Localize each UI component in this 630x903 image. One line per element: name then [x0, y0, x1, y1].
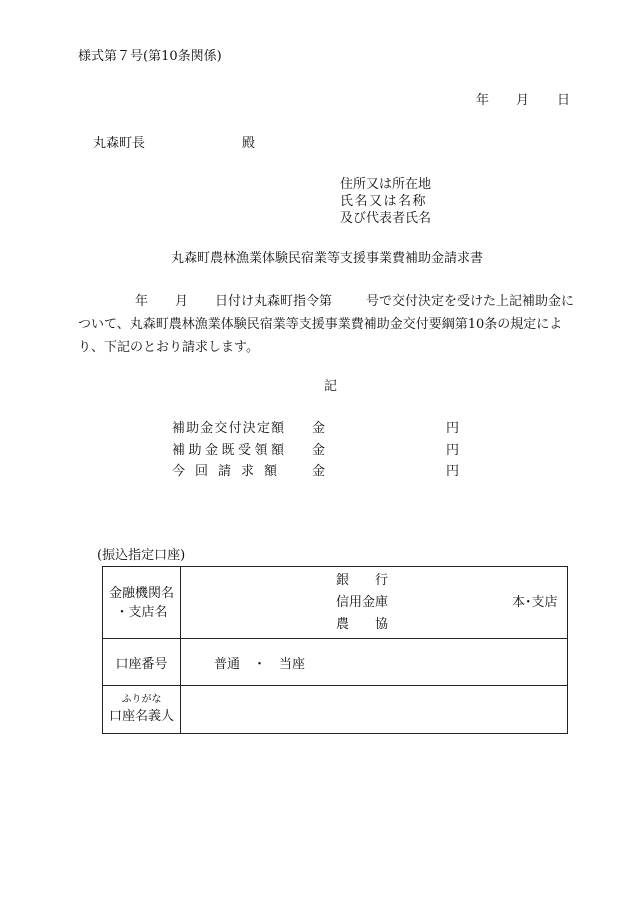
bank-label-line2: ・支店名: [115, 604, 168, 620]
table-row: [103, 567, 568, 639]
ki-marker: 記: [324, 379, 338, 394]
table-row: [103, 686, 568, 734]
amount-kin: 金: [312, 443, 326, 458]
bank-option-shinkin: 信用金庫: [336, 595, 389, 610]
date-year: 年: [476, 93, 490, 108]
body-line2: ついて、丸森町農林漁業体験民宿業等支援事業費補助金交付要綱第10条の規定によ: [78, 317, 563, 332]
table-row: [103, 639, 568, 686]
account-number-label: 口座番号: [103, 639, 181, 686]
date-month: 月: [516, 93, 530, 108]
amount-kin: 金: [312, 421, 326, 436]
amount-label: 補助金既受領額: [172, 443, 284, 458]
date-day: 日: [557, 93, 571, 108]
amount-kin: 金: [312, 464, 326, 479]
amount-label: 補助金交付決定額: [172, 421, 284, 436]
bank-option-nokyo: 農 協: [336, 617, 389, 632]
bank-name-cell: [181, 567, 568, 639]
furigana-label: ふりがな: [121, 693, 162, 705]
holder-name-cell: [181, 686, 568, 734]
transfer-account-table: [102, 566, 568, 734]
amount-label: 今回請求額: [172, 464, 288, 479]
body-year: 年: [135, 294, 149, 309]
amount-yen: 円: [446, 443, 460, 458]
document-title: 丸森町農林漁業体験民宿業等支援事業費補助金請求書: [171, 251, 484, 266]
body-line3: り、下記のとおり請求します。: [78, 340, 259, 355]
amount-yen: 円: [446, 421, 460, 436]
addressee-name: 丸森町長: [93, 136, 146, 151]
account-number-cell: [181, 639, 568, 686]
bank-label-line1: 金融機関名: [108, 585, 174, 601]
body-line1-mid: 日付け丸森町指令第: [215, 294, 333, 309]
representative-label: 及び代表者氏名: [340, 211, 432, 226]
transfer-heading: (振込指定口座): [97, 548, 186, 563]
branch-label: 本･支店: [512, 595, 558, 610]
form-number: 様式第７号(第10条関係): [78, 49, 222, 64]
amount-yen: 円: [446, 464, 460, 479]
body-month: 月: [175, 294, 189, 309]
body-line1-tail: 号で交付決定を受けた上記補助金に: [366, 294, 575, 309]
addressee-honorific: 殿: [242, 136, 256, 151]
name-label: 氏名又は名称: [340, 194, 428, 209]
bank-option-bank: 銀 行: [336, 573, 389, 588]
holder-label: 口座名義人: [108, 708, 174, 724]
holder-label-cell: [103, 686, 181, 734]
address-label: 住所又は所在地: [340, 177, 432, 192]
bank-label-cell: [103, 567, 181, 639]
account-type-options: 普通 ・ 当座: [214, 656, 306, 672]
